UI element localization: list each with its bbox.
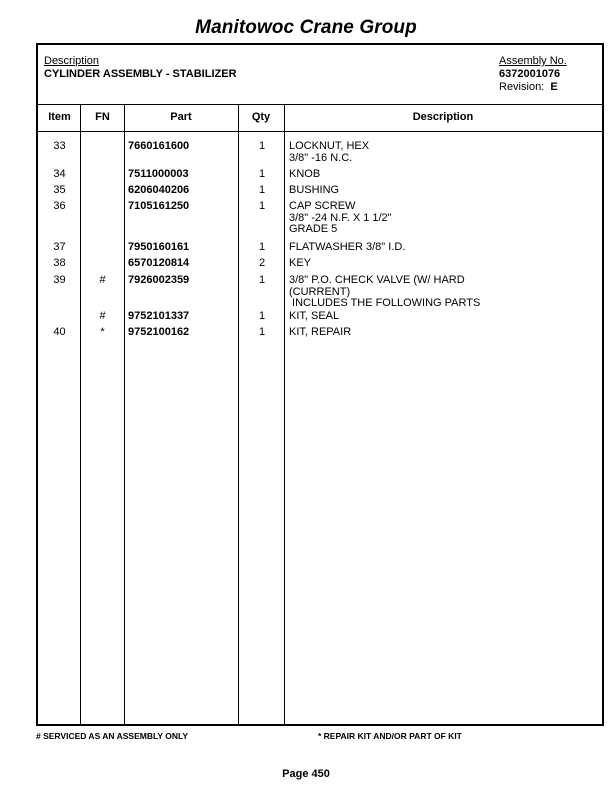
- column-header-fn: FN: [95, 111, 110, 123]
- assembly-label: Assembly No.: [499, 55, 567, 67]
- part-number: 9752101337: [128, 310, 190, 322]
- revision-label: Revision:: [499, 81, 545, 93]
- fn-mark: #: [99, 274, 106, 286]
- part-description: LOCKNUT, HEX 3/8" -16 N.C.: [289, 140, 370, 164]
- part-number: 7511000003: [128, 168, 189, 180]
- part-number: 7926002359: [128, 274, 190, 286]
- page-number: Page 450: [282, 768, 330, 780]
- item-number: 35: [53, 184, 66, 196]
- quantity: 1: [258, 200, 266, 212]
- column-divider: [284, 104, 285, 724]
- description-block: [44, 55, 237, 81]
- revision-value: E: [550, 81, 558, 93]
- part-number: 7660161600: [128, 140, 190, 152]
- quantity: 1: [258, 140, 266, 152]
- part-number: 9752100162: [128, 326, 190, 338]
- fn-mark: *: [100, 326, 105, 338]
- column-header-part: Part: [170, 111, 192, 123]
- item-number: 33: [53, 140, 66, 152]
- part-description: CAP SCREW 3/8" -24 N.F. X 1 1/2" GRADE 5: [289, 200, 392, 235]
- quantity: 2: [258, 257, 266, 269]
- part-description: FLATWASHER 3/8" I.D.: [289, 241, 406, 253]
- footnote-serviced: # SERVICED AS AN ASSEMBLY ONLY: [36, 731, 189, 741]
- quantity: 1: [258, 326, 266, 338]
- fn-mark: #: [99, 310, 106, 322]
- item-number: 39: [53, 274, 66, 286]
- item-number: 38: [53, 257, 66, 269]
- quantity: 1: [258, 168, 266, 180]
- column-header-row: [38, 104, 602, 132]
- column-divider: [124, 104, 125, 724]
- item-number: 36: [53, 200, 66, 212]
- part-number: 7105161250: [128, 200, 190, 212]
- column-header-item: Item: [48, 111, 71, 123]
- assembly-header: [38, 45, 602, 105]
- assembly-number: 6372001076: [499, 68, 561, 80]
- description-value: CYLINDER ASSEMBLY - STABILIZER: [44, 68, 237, 80]
- part-description: BUSHING: [289, 184, 340, 196]
- revision-line: [499, 81, 567, 94]
- description-label: Description: [44, 55, 100, 67]
- part-description: KEY: [289, 257, 312, 269]
- item-number: 40: [53, 326, 66, 338]
- part-description: 3/8" P.O. CHECK VALVE (W/ HARD (CURRENT) INCLUDES THE FOLLOWING PARTS: [289, 274, 481, 309]
- column-divider: [80, 104, 81, 724]
- company-title: Manitowoc Crane Group: [195, 17, 417, 38]
- quantity: 1: [258, 310, 266, 322]
- assembly-block: [499, 55, 567, 94]
- part-number: 7950160161: [128, 241, 190, 253]
- column-header-description: Description: [412, 111, 474, 123]
- part-number: 6570120814: [128, 257, 190, 269]
- part-description: KIT, REPAIR: [289, 326, 352, 338]
- parts-table-frame: [36, 43, 604, 726]
- column-header-qty: Qty: [251, 111, 271, 123]
- part-description: KNOB: [289, 168, 321, 180]
- part-description: KIT, SEAL: [289, 310, 340, 322]
- part-number: 6206040206: [128, 184, 190, 196]
- column-divider: [238, 104, 239, 724]
- quantity: 1: [258, 274, 266, 286]
- item-number: 37: [53, 241, 66, 253]
- item-number: 34: [53, 168, 66, 180]
- quantity: 1: [258, 241, 266, 253]
- footnote-repair-kit: * REPAIR KIT AND/OR PART OF KIT: [318, 731, 462, 741]
- quantity: 1: [258, 184, 266, 196]
